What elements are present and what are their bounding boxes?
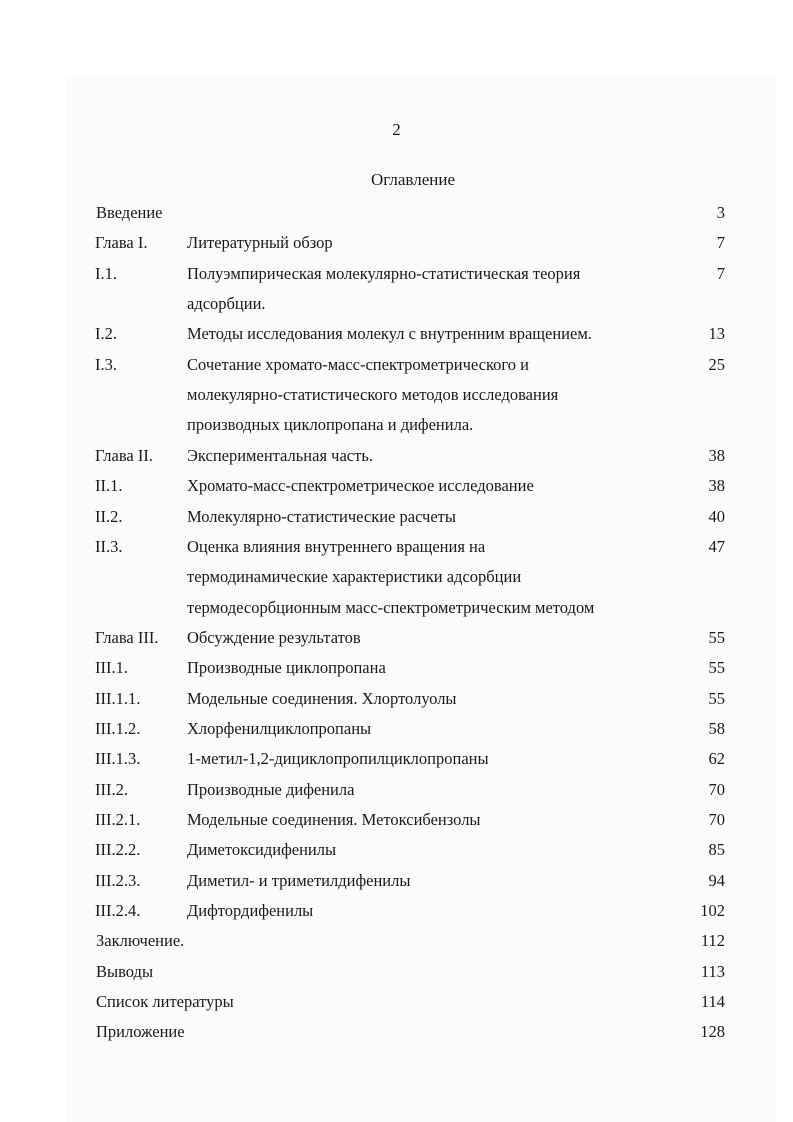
toc-entry-page: 7 (716, 263, 725, 283)
toc-entry-page: 7 (716, 233, 725, 253)
toc-entry[interactable] (0, 532, 793, 562)
toc-entry[interactable] (0, 684, 793, 714)
toc-entry-number: III.2. (95, 779, 128, 799)
toc-entry-title: Дифтордифенилы (187, 901, 314, 921)
toc-entry-page: 3 (716, 203, 725, 222)
toc-entry-number: III.1.3. (95, 749, 141, 769)
toc-entry-title: термодинамические характеристики адсорбции (187, 567, 522, 587)
toc-entry-title: Хлорфенилциклопропаны (187, 718, 372, 738)
toc-entry-number: III.1.1. (95, 688, 141, 708)
toc-entry[interactable] (0, 228, 793, 258)
toc-entry-number: III.2.4. (95, 901, 141, 921)
toc-entry[interactable] (0, 957, 793, 987)
toc-entry-page: 113 (700, 961, 725, 981)
toc-entry-page: 112 (700, 931, 725, 951)
toc-entry-page: 55 (708, 627, 725, 647)
toc-title: Оглавление (371, 170, 455, 189)
toc-entry-page: 40 (708, 506, 725, 526)
toc-entry[interactable] (0, 1017, 793, 1047)
toc-entry-title: Модельные соединения. Метоксибензолы (187, 810, 481, 829)
toc-entry-number: Глава III. (95, 627, 159, 647)
toc-entry-page: 55 (708, 688, 725, 708)
toc-entry-number: I.2. (95, 324, 117, 344)
toc-entry[interactable] (0, 319, 793, 349)
toc-entry-number: III.1. (95, 658, 128, 678)
toc-entry-page: 85 (708, 840, 725, 860)
toc-entry-page: 25 (708, 354, 725, 374)
page-number: 2 (392, 120, 401, 139)
toc-entry[interactable] (0, 198, 793, 228)
toc-entry[interactable] (0, 289, 793, 319)
toc-entry-number: III.2.3. (95, 870, 141, 890)
toc-entry-title: Диметил- и триметилдифенилы (187, 870, 411, 890)
toc-entry[interactable] (0, 350, 793, 380)
toc-entry-number: III.1.2. (95, 718, 141, 738)
toc-entry-title: Заключение. (96, 931, 185, 951)
toc-entry-title: Экспериментальная часть. (187, 445, 373, 465)
toc-entry-page: 70 (708, 810, 725, 829)
toc-entry[interactable] (0, 259, 793, 289)
toc-entry-page: 58 (708, 718, 725, 738)
toc-entry[interactable] (0, 805, 793, 835)
toc-entry-page: 114 (700, 992, 725, 1012)
toc-entry[interactable] (0, 866, 793, 896)
toc-entry[interactable] (0, 926, 793, 956)
toc-entry[interactable] (0, 714, 793, 744)
toc-entry-title: Приложение (96, 1022, 185, 1042)
toc-entry-title: Хромато-масс-спектрометрическое исследование (187, 476, 534, 496)
toc-entry-page: 94 (708, 870, 725, 890)
toc-entry-title: Методы исследования молекул с внутренним вращением. (187, 324, 592, 344)
toc-entry-title: Молекулярно-статистические расчеты (187, 506, 456, 526)
toc-entry[interactable] (0, 380, 793, 410)
toc-entry-number: I.1. (95, 263, 117, 283)
toc-entry-number: III.2.1. (95, 810, 141, 829)
toc-entry-number: II.3. (95, 536, 123, 556)
toc-entry-title: Сочетание хромато-масс-спектрометрического и (187, 354, 529, 374)
toc-entry-page: 13 (708, 324, 725, 344)
toc-entry-page: 128 (700, 1022, 725, 1042)
toc-entry[interactable] (0, 744, 793, 774)
toc-entry-title: Введение (96, 203, 163, 222)
toc-entry-title: Производные дифенила (187, 779, 355, 799)
toc-entry-page: 62 (708, 749, 725, 769)
toc-entry-page: 47 (708, 536, 725, 556)
toc-entry-title: производных циклопропана и дифенила. (187, 415, 474, 435)
toc-entry-title: 1-метил-1,2-дициклопропилциклопропаны (187, 749, 489, 769)
toc-entry[interactable] (0, 835, 793, 865)
toc-entry-page: 70 (708, 779, 725, 799)
toc-entry[interactable] (0, 987, 793, 1017)
toc-entry-number: II.2. (95, 506, 123, 526)
toc-entry-number: Глава I. (95, 233, 148, 253)
toc-entry-page: 38 (708, 476, 725, 496)
toc-entry-title: термодесорбционным масс-спектрометрическим методом (187, 597, 595, 617)
toc-entry-number: I.3. (95, 354, 117, 374)
toc-entry-title: Оценка влияния внутреннего вращения на (187, 536, 486, 556)
toc-entry[interactable] (0, 653, 793, 683)
toc-entry-title: Полуэмпирическая молекулярно-статистическая теория (187, 263, 581, 283)
toc-entry[interactable] (0, 562, 793, 592)
toc-entry[interactable] (0, 896, 793, 926)
toc-entry[interactable] (0, 623, 793, 653)
toc-entry[interactable] (0, 502, 793, 532)
toc-entry-title: Выводы (96, 961, 154, 981)
toc-entry-number: Глава II. (95, 445, 153, 465)
toc-entry[interactable] (0, 410, 793, 440)
toc-entry[interactable] (0, 775, 793, 805)
toc-entry[interactable] (0, 593, 793, 623)
toc-entry-title: адсорбции. (187, 294, 266, 314)
toc-entry-title: Производные циклопропана (187, 658, 386, 678)
toc-entry-number: III.2.2. (95, 840, 141, 860)
toc-entry[interactable] (0, 441, 793, 471)
toc-entry-title: Литературный обзор (187, 233, 333, 253)
toc-entry-title: молекулярно-статистического методов исследования (187, 385, 559, 405)
toc-entry-title: Модельные соединения. Хлортолуолы (187, 688, 457, 708)
toc-entry-title: Обсуждение результатов (187, 627, 361, 647)
toc-entry-title: Диметоксидифенилы (187, 840, 337, 860)
toc-entry-page: 55 (708, 658, 725, 678)
toc-entry-page: 38 (708, 445, 725, 465)
toc-entry[interactable] (0, 471, 793, 501)
toc-entry-number: II.1. (95, 476, 123, 496)
toc-entry-page: 102 (700, 901, 725, 921)
toc-entry-title: Список литературы (96, 992, 234, 1012)
